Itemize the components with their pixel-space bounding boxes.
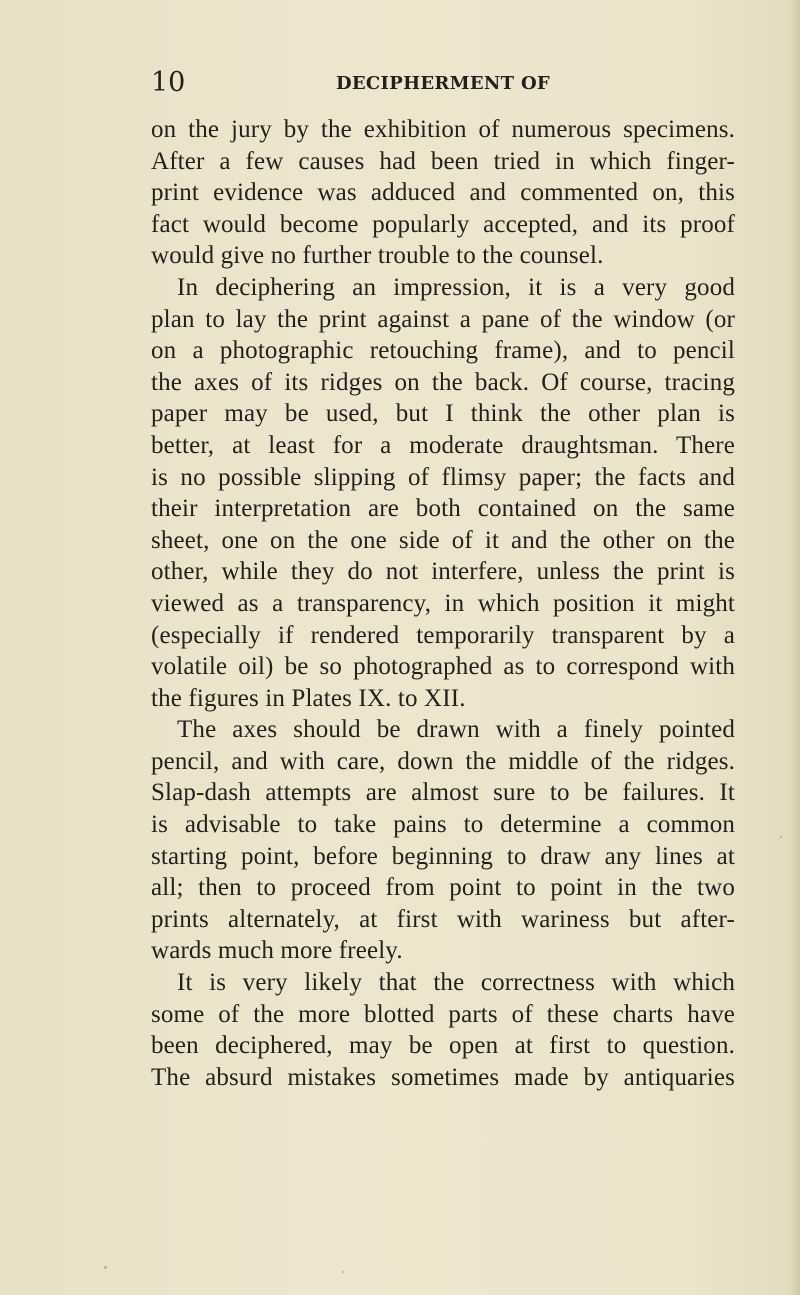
text-line: It is very likely that the correctness with which <box>177 969 735 997</box>
text-line: viewed as a transparency, in which position it might <box>151 589 735 617</box>
text-line: all; then to proceed from point to point in the two <box>151 874 735 902</box>
body-text <box>151 114 735 1093</box>
text-line: the figures in Plates IX. to XII. <box>151 684 466 712</box>
page-header <box>151 66 735 100</box>
text-line: other, while they do not interfere, unless the print is <box>151 558 735 586</box>
text-line: wards much more freely. <box>151 937 403 965</box>
paper-speck <box>780 836 782 838</box>
text-line: fact would become popularly accepted, and its proof <box>151 210 735 238</box>
text-line: is no possible slipping of flimsy paper; the facts and <box>151 463 735 491</box>
text-line: better, at least for a moderate draughtsman. There <box>151 431 735 459</box>
text-line: on a photographic retouching frame), and to pencil <box>151 337 735 365</box>
text-line: is advisable to take pains to determine a common <box>151 811 735 839</box>
text-line: pencil, and with care, down the middle of the ridges. <box>151 747 735 775</box>
text-line: starting point, before beginning to draw any lines at <box>151 842 735 870</box>
text-line: (especially if rendered temporarily transparent by a <box>151 621 735 649</box>
paper-speck <box>342 1271 344 1273</box>
text-line: The axes should be drawn with a finely pointed <box>177 716 735 744</box>
page-number: 10 <box>151 67 186 98</box>
text-line: paper may be used, but I think the other plan is <box>151 400 735 428</box>
text-line: After a few causes had been tried in which finger- <box>151 147 735 175</box>
text-line: been deciphered, may be open at first to question. <box>151 1032 735 1060</box>
text-line: Slap-dash attempts are almost sure to be failures. It <box>151 779 735 807</box>
text-line: some of the more blotted parts of these charts have <box>151 1000 735 1028</box>
text-line: volatile oil) be so photographed as to correspond with <box>151 653 735 681</box>
text-line: plan to lay the print against a pane of the window (or <box>151 305 735 333</box>
text-line: sheet, one on the one side of it and the other on the <box>151 526 735 554</box>
running-head: DECIPHERMENT OF <box>335 73 550 94</box>
text-line: The absurd mistakes sometimes made by antiquaries <box>151 1063 735 1091</box>
page-edge-shadow <box>790 0 800 1295</box>
text-line: print evidence was adduced and commented on, this <box>151 179 735 207</box>
text-line: on the jury by the exhibition of numerous specimens. <box>151 116 735 143</box>
text-line: prints alternately, at first with wariness but after- <box>151 905 735 933</box>
text-line: their interpretation are both contained on the same <box>151 495 735 523</box>
text-line: the axes of its ridges on the back. Of course, tracing <box>151 368 735 396</box>
paper-speck <box>104 1266 107 1269</box>
text-line: In deciphering an impression, it is a very good <box>177 273 735 301</box>
text-line: would give no further trouble to the counsel. <box>151 242 604 270</box>
